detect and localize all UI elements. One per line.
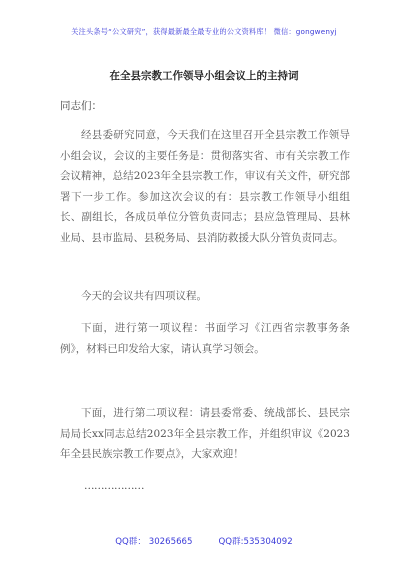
salutation: 同志们： bbox=[60, 100, 102, 112]
ellipsis: ……………… bbox=[84, 480, 144, 492]
paragraph-agenda-item-1: 下面，进行第一项议程：书面学习《江西省宗教事务条例》，材料已印发给大家，请认真学习领会。 bbox=[60, 322, 350, 355]
footer-qq-group-1: QQ群： 30265665 bbox=[115, 537, 193, 547]
footer-qq-group-2: QQ群:535304092 bbox=[218, 537, 293, 547]
footer bbox=[0, 535, 408, 547]
header-promo-note: 关注头条号“公文研究”，获得最新最全最专业的公文资料库！ 微信：gongwenyj bbox=[71, 27, 337, 36]
document-title: 在全县宗教工作领导小组会议上的主持词 bbox=[109, 70, 299, 82]
paragraph-agenda-count: 今天的会议共有四项议程。 bbox=[81, 290, 207, 302]
paragraph-agenda-item-2: 下面，进行第二项议程：请县委常委、统战部长、县民宗局局长xx同志总结2023年全县宗教工作，并组织审议《2023年全县民族宗教工作要点》，大家欢迎！ bbox=[60, 407, 350, 461]
paragraph-intro: 经县委研究同意，今天我们在这里召开全县宗教工作领导小组会议，会议的主要任务是：贯彻落实省、市有关宗教工作会议精神，总结2023年全县宗教工作，审议有关文件，研究部署下一步工作。参加这次会议的有：县宗教工作领导小组组长、副组长，各成员单位分管负责同志；县应急管理局、县林业局、县市监局、县税务局、县消防救援大队分管负责同志。 bbox=[60, 129, 350, 244]
